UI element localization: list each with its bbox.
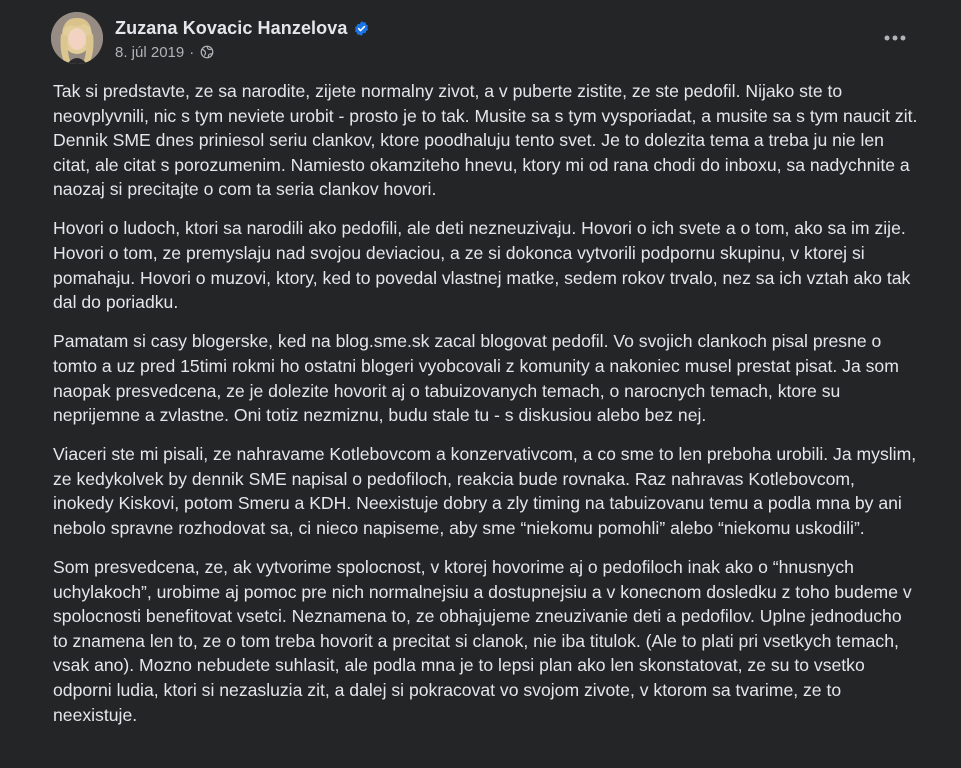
author-name[interactable]: Zuzana Kovacic Hanzelova bbox=[115, 18, 348, 38]
post-header bbox=[51, 12, 370, 64]
author-avatar[interactable] bbox=[51, 12, 103, 64]
globe-icon[interactable] bbox=[200, 45, 214, 59]
post-meta bbox=[115, 16, 370, 61]
post-subline bbox=[115, 44, 370, 61]
more-options-button[interactable] bbox=[877, 24, 913, 52]
post-body bbox=[53, 79, 918, 742]
post-paragraph: Hovori o ludoch, ktori sa narodili ako pedofili, ale deti nezneuzivaju. Hovori o ich svete a o tom, ako sa im zije. Hovori o tom, ze premyslaju nad svojou deviaciou, a ze si dokonca vytvorili podpornu skupinu, v ktorej si pomahaju. Hovori o muzovi, ktory, ked to povedal vlastnej matke, sedem rokov trvalo, nez sa ich vztah ako tak dal do poriadku. bbox=[53, 218, 911, 313]
more-options-icon bbox=[883, 34, 907, 42]
post-date[interactable]: 8. júl 2019 bbox=[115, 43, 185, 61]
post-paragraph: Viaceri ste mi pisali, ze nahravame Kotlebovcom a konzervativcom, a co sme to len preboha urobili. Ja myslim, ze kedykolvek by dennik SME napisal o pedofiloch, reakcia bude rovnaka. Raz nahravas Kotlebovcom, inokedy Kiskovi, potom Smeru a KDH. Neexistuje dobry a zly timing na tabuizovanu temu a podla mna by ani nebolo spravne rozhodovat sa, ci nieco napiseme, aby sme “niekomu pomohli” alebo “niekomu uskodili”. bbox=[53, 444, 917, 538]
post-paragraph: Som presvedcena, ze, ak vytvorime spolocnost, v ktorej hovorime aj o pedofiloch inak ako o “hnusnych uchylakoch”, urobime aj pomoc pre nich normalnejsiu a dostupnejsiu a v konecnom dosledku z toho budeme v spolocnosti benefitovat vsetci. Neznamena to, ze obhajujeme zneuzivanie deti a pedofilov. Uplne jednoducho to znamena len to, ze o tom treba hovorit a precitat si clanok, nie iba titulok. (Ale to plati pri vsetkych temach, vsak ano). Mozno nebudete suhlasit, ale podla mna je to lepsi plan ako len skonstatovat, ze su to vsetko odporni ludia, ktori si nezasluzia zit, a dalej si pokracovat vo svojom zivote, v ktorom sa tvarime, ze to neexistuje. bbox=[53, 557, 912, 725]
post-paragraph: Pamatam si casy blogerske, ked na blog.sme.sk zacal blogovat pedofil. Vo svojich clankoch pisal presne o tomto a uz pred 15timi rokmi ho ostatni blogeri vyobcovali z komunity a nakoniec musel prestat pisat. Ja som naopak presvedcena, ze je dolezite hovorit aj o tabuizovanych temach, o narocnych temach, ktore su neprijemne a zvlastne. Oni totiz nezmiznu, budu stale tu - s diskusiou alebo bez nej. bbox=[53, 331, 899, 426]
author-row bbox=[115, 16, 370, 42]
separator-dot: · bbox=[189, 43, 195, 61]
verified-badge-icon bbox=[353, 20, 370, 37]
post-paragraph: Tak si predstavte, ze sa narodite, zijete normalny zivot, a v puberte zistite, ze ste pedofil. Nijako ste to neovplyvnili, nic s tym neviete urobit - prosto je to tak. Musite sa s tym vysporiadat, a musite sa s tym naucit zit. Dennik SME dnes priniesol seriu clankov, ktore poodhaluju tento svet. Je to dolezita tema a treba ju nie len citat, ale citat s porozumenim. Namiesto okamziteho hnevu, ktory mi od rana chodi do inboxu, sa nadychnite a naozaj si precitajte o com ta seria clankov hovori. bbox=[53, 81, 918, 200]
avatar-photo bbox=[51, 12, 103, 64]
